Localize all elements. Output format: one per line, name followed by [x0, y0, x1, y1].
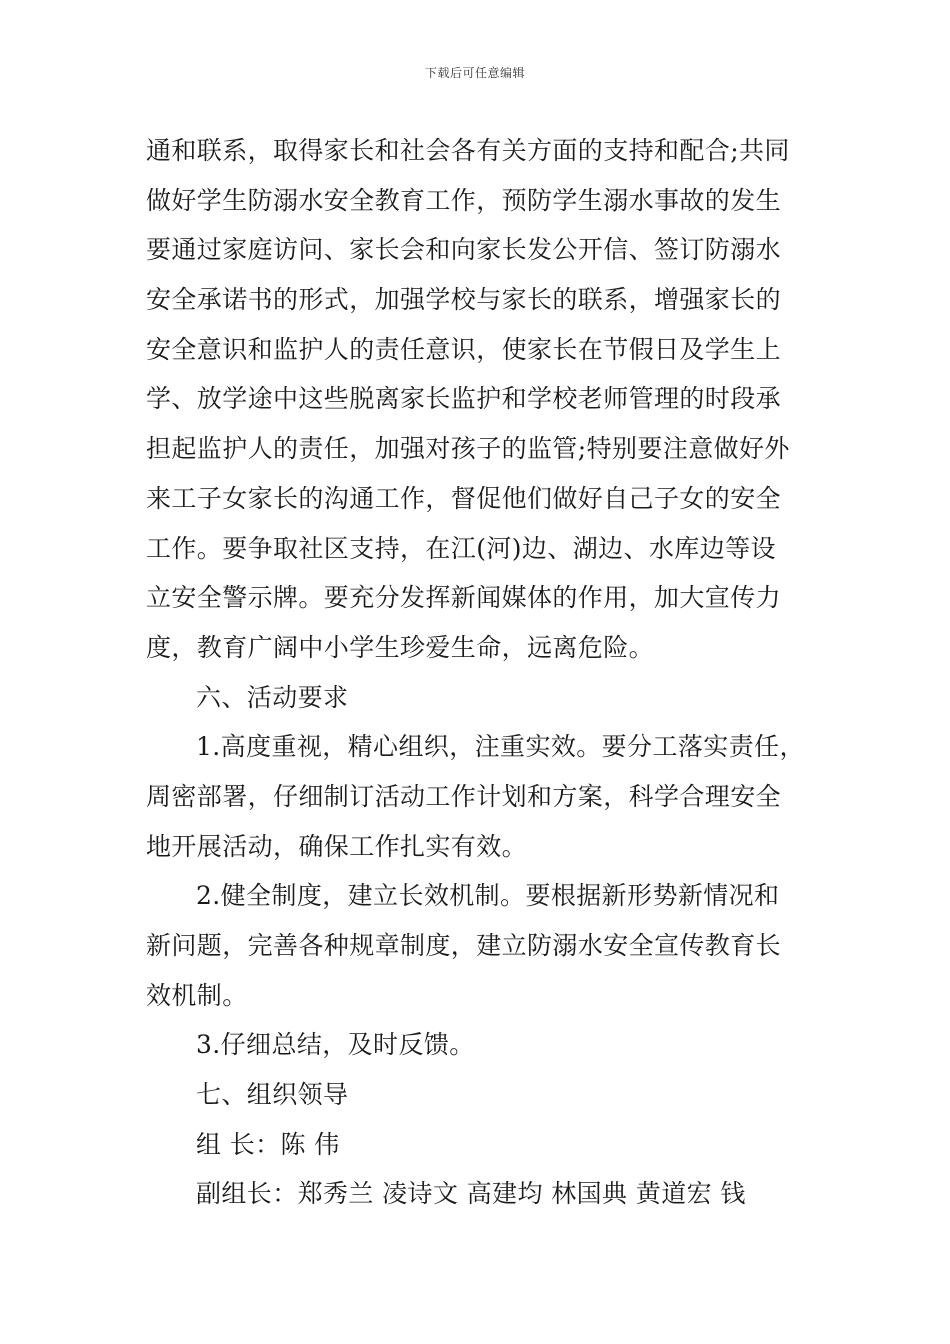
list-item-3: 3.仔细总结，及时反馈。	[196, 1030, 475, 1060]
document-body	[146, 126, 826, 1219]
paragraph-line: 要通过家庭访问、家长会和向家长发公开信、签订防溺水	[146, 235, 782, 265]
page-header: 下载后可任意编辑	[424, 66, 525, 80]
paragraph-line: 新问题，完善各种规章制度，建立防溺水安全宣传教育长	[146, 931, 782, 960]
paragraph-line: 学、放学途中这些脱离家长监护和学校老师管理的时段承	[146, 384, 782, 414]
paragraph-line: 通和联系，取得家长和社会各有关方面的支持和配合;共同	[146, 136, 790, 165]
deputy-leaders-line: 副组长：郑秀兰 凌诗文 高建均 林国典 黄道宏 钱	[196, 1179, 746, 1209]
paragraph-line: 效机制。	[146, 980, 248, 1010]
paragraph-line: 工作。要争取社区支持，在江(河)边、湖边、水库边等设	[146, 533, 776, 563]
paragraph-line: 担起监护人的责任，加强对孩子的监管;特别要注意做好外	[146, 434, 790, 464]
group-leader-line: 组 长：陈 伟	[196, 1129, 340, 1159]
paragraph-line: 周密部署，仔细制订活动工作计划和方案，科学合理安全	[146, 781, 782, 811]
paragraph-line: 安全承诺书的形式，加强学校与家长的联系，增强家长的	[146, 285, 782, 315]
paragraph-line: 立安全警示牌。要充分发挥新闻媒体的作用，加大宣传力	[146, 583, 782, 613]
section-heading-organization: 七、组织领导	[196, 1080, 349, 1110]
paragraph-line: 来工子女家长的沟通工作，督促他们做好自己子女的安全	[146, 483, 782, 513]
paragraph-line: 做好学生防溺水安全教育工作，预防学生溺水事故的发生	[146, 185, 782, 215]
paragraph-line: 地开展活动，确保工作扎实有效。	[146, 831, 528, 861]
list-item-2: 2.健全制度，建立长效机制。要根据新形势新情况和	[196, 881, 780, 911]
section-heading-activity-requirements: 六、活动要求	[196, 682, 349, 712]
list-item-1: 1.高度重视，精心组织，注重实效。要分工落实责任，	[196, 732, 805, 762]
paragraph-line: 度，教育广阔中小学生珍爱生命，远离危险。	[146, 632, 655, 662]
paragraph-line: 安全意识和监护人的责任意识，使家长在节假日及学生上	[146, 334, 782, 364]
